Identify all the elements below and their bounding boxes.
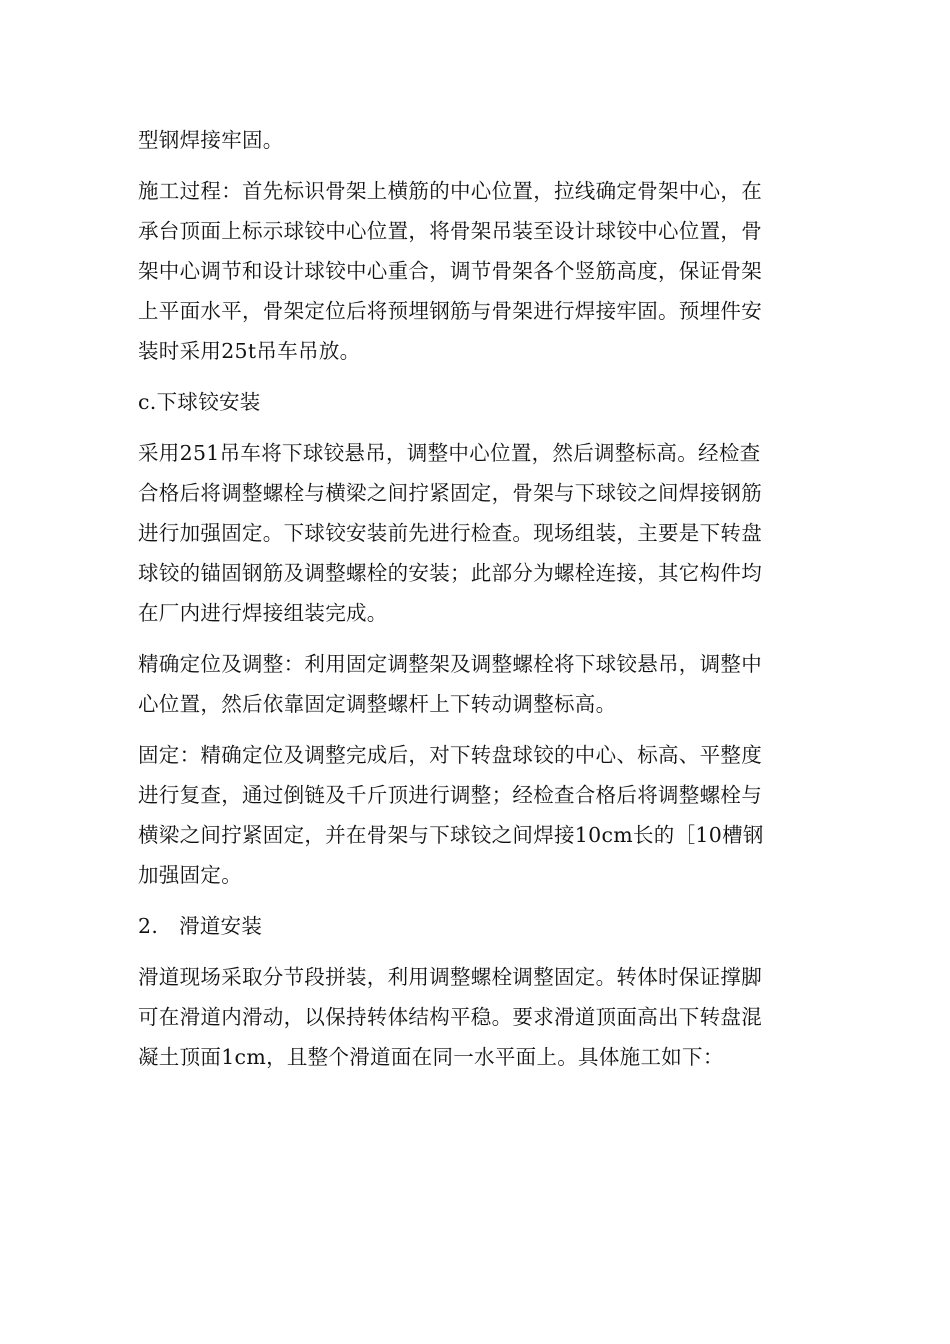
text-line: 2. 滑道安装 xyxy=(138,914,263,938)
text-line: 横梁之间拧紧固定，并在骨架与下球铰之间焊接10cm长的［10槽钢 xyxy=(138,823,764,847)
document-page xyxy=(138,120,818,1077)
text-line: 心位置，然后依靠固定调整螺杆上下转动调整标高。 xyxy=(138,692,617,716)
text-line: 采用251吊车将下球铰悬吊，调整中心位置，然后调整标高。经检查 xyxy=(138,441,761,465)
text-line: 滑道现场采取分节段拼装，利用调整螺栓调整固定。转体时保证撑脚 xyxy=(138,965,762,989)
paragraph-construction-process xyxy=(138,171,818,371)
text-line: 在厂内进行焊接组装完成。 xyxy=(138,601,388,625)
text-line: 架中心调节和设计球铰中心重合，调节骨架各个竖筋高度，保证骨架 xyxy=(138,259,762,283)
text-line: 施工过程：首先标识骨架上横筋的中心位置，拉线确定骨架中心，在 xyxy=(138,179,762,203)
section-heading-slide-installation xyxy=(138,906,818,946)
text-line: 精确定位及调整：利用固定调整架及调整螺栓将下球铰悬吊，调整中 xyxy=(138,652,762,676)
section-heading-lower-ball-hinge xyxy=(138,382,818,422)
paragraph-hoisting xyxy=(138,433,818,633)
text-line: c.下球铰安装 xyxy=(138,390,261,414)
text-line: 进行复查，通过倒链及千斤顶进行调整；经检查合格后将调整螺栓与 xyxy=(138,783,762,807)
paragraph-fixing xyxy=(138,735,818,895)
text-line: 上平面水平，骨架定位后将预埋钢筋与骨架进行焊接牢固。预埋件安 xyxy=(138,299,762,323)
paragraph-weld-note xyxy=(138,120,818,160)
text-line: 加强固定。 xyxy=(138,863,242,887)
text-line: 承台顶面上标示球铰中心位置，将骨架吊装至设计球铰中心位置，骨 xyxy=(138,219,762,243)
text-line: 型钢焊接牢固。 xyxy=(138,128,284,152)
text-line: 进行加强固定。下球铰安装前先进行检查。现场组装，主要是下转盘 xyxy=(138,521,762,545)
text-line: 球铰的锚固钢筋及调整螺栓的安装；此部分为螺栓连接，其它构件均 xyxy=(138,561,762,585)
text-line: 凝土顶面1cm，且整个滑道面在同一水平面上。具体施工如下： xyxy=(138,1045,724,1069)
paragraph-slide-assembly xyxy=(138,957,818,1077)
text-line: 可在滑道内滑动，以保持转体结构平稳。要求滑道顶面高出下转盘混 xyxy=(138,1005,762,1029)
text-line: 合格后将调整螺栓与横梁之间拧紧固定，骨架与下球铰之间焊接钢筋 xyxy=(138,481,762,505)
text-line: 装时采用25t吊车吊放。 xyxy=(138,339,361,363)
text-line: 固定：精确定位及调整完成后，对下转盘球铰的中心、标高、平整度 xyxy=(138,743,762,767)
paragraph-precise-positioning xyxy=(138,644,818,724)
